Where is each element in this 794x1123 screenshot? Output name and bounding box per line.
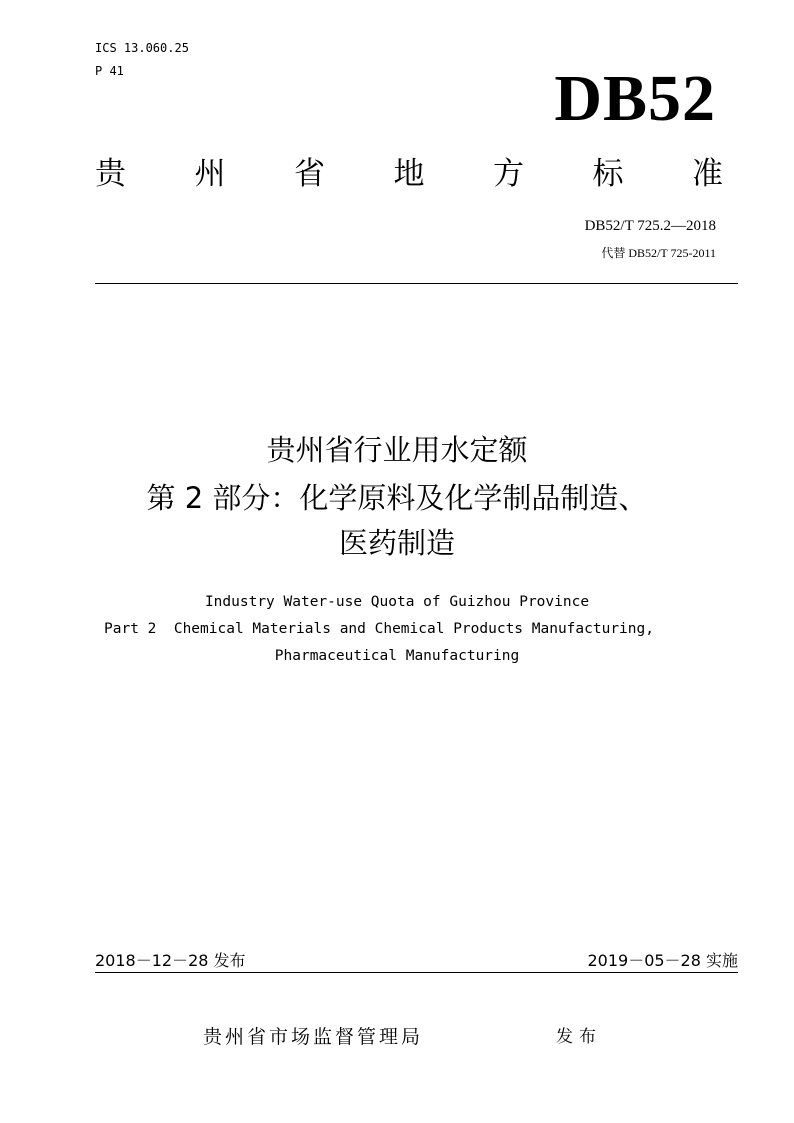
english-title-line-2: Part 2 Chemical Materials and Chemical Products Manufacturing, bbox=[104, 621, 654, 637]
standard-type-char: 贵 bbox=[95, 156, 126, 192]
ics-code: ICS 13.060.25 bbox=[95, 41, 189, 55]
title-line-1: 贵州省行业用水定额 bbox=[266, 433, 528, 467]
title-line-3: 医药制造 bbox=[338, 526, 455, 560]
english-title-line-1: Industry Water-use Quota of Guizhou Province bbox=[204, 594, 590, 610]
standard-type-char: 准 bbox=[692, 156, 723, 192]
implementation-date: 2019－05－28 实施 bbox=[587, 951, 738, 970]
replaces-standard: 代替 DB52/T 725-2011 bbox=[601, 246, 716, 260]
standard-type-title bbox=[95, 152, 723, 196]
standard-number: DB52/T 725.2—2018 bbox=[584, 218, 716, 234]
standard-type-char: 省 bbox=[294, 156, 325, 192]
footer-divider bbox=[95, 972, 738, 973]
header-divider bbox=[95, 283, 738, 284]
issuing-authority: 贵州省市场监督管理局 bbox=[203, 1026, 424, 1048]
title-line-2: 第 2 部分：化学原料及化学制品制造、 bbox=[146, 481, 648, 515]
publish-date: 2018－12－28 发布 bbox=[95, 951, 246, 970]
standard-type-char: 方 bbox=[493, 156, 524, 192]
issue-label: 发布 bbox=[556, 1027, 602, 1047]
standard-type-char: 标 bbox=[592, 156, 624, 192]
standard-type-char: 州 bbox=[194, 156, 226, 192]
ccs-code: P 41 bbox=[95, 64, 124, 78]
standard-code-logo: DB52 bbox=[554, 62, 716, 135]
standard-type-char: 地 bbox=[393, 156, 425, 192]
english-title-line-3: Pharmaceutical Manufacturing bbox=[274, 648, 520, 664]
